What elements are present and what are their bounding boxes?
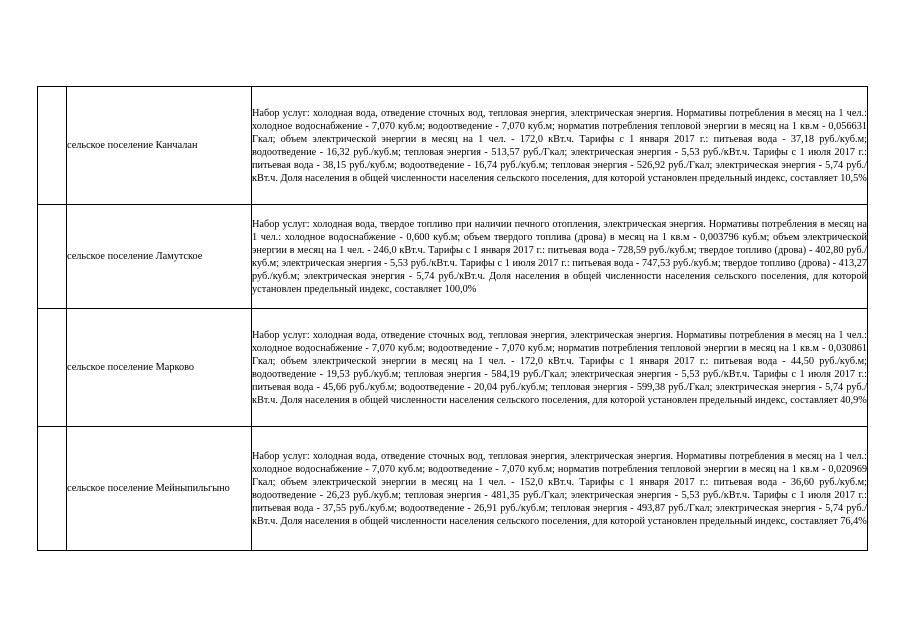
settlement-name: сельское поселение Мейныпильгыно bbox=[67, 427, 252, 551]
services-description: Набор услуг: холодная вода, отведение сточных вод, тепловая энергия, электрическая энергия. Нормативы потребления в месяц на 1 чел.: холодное водоснабжение - 7,070 куб.м; водоотведение - 7,070 куб.м; норматив потребления тепловой энергии в месяц на 1 кв.м - 0,056631 Гкал; объем электрической энергии в месяц на 1 чел. - 172,0 кВт.ч. Тарифы с 1 января 2017 г.: питьевая вода - 37,18 руб./куб.м; водоотведение - 16,32 руб./куб.м; тепловая энергия - 513,57 руб./Гкал; электрическая энергия - 5,53 руб./кВт.ч. Тарифы с 1 июля 2017 г.: питьевая вода - 38,15 руб./куб.м; водоотведение - 16,74 руб./куб.м; тепловая энергия - 526,92 руб./Гкал; электрическая энергия - 5,74 руб./кВт.ч. Доля населения в общей численности населения сельского поселения, для которой установлен предельный индекс, составляет 10,5% bbox=[252, 87, 868, 205]
services-description: Набор услуг: холодная вода, отведение сточных вод, тепловая энергия, электрическая энергия. Нормативы потребления в месяц на 1 чел.: холодное водоснабжение - 7,070 куб.м; водоотведение - 7,070 куб.м; норматив потребления тепловой энергии в месяц на 1 кв.м - 0,030861 Гкал; объем электрической энергии в месяц на 1 чел. - 172,0 кВт.ч. Тарифы с 1 января 2017 г.: питьевая вода - 44,50 руб./куб.м; водоотведение - 19,53 руб./куб.м; тепловая энергия - 584,19 руб./Гкал; электрическая энергия - 5,53 руб./кВт.ч. Тарифы с 1 июля 2017 г.: питьевая вода - 45,66 руб./куб.м; водоотведение - 20,04 руб./куб.м; тепловая энергия - 599,38 руб./Гкал; электрическая энергия - 5,74 руб./кВт.ч. Доля населения в общей численности населения сельского поселения, для которой установлен предельный индекс, составляет 40,9% bbox=[252, 309, 868, 427]
tariff-table bbox=[37, 86, 868, 551]
table-row bbox=[38, 205, 868, 309]
settlement-name: сельское поселение Марково bbox=[67, 309, 252, 427]
row-number-cell bbox=[38, 87, 67, 205]
row-number-cell bbox=[38, 205, 67, 309]
row-number-cell bbox=[38, 309, 67, 427]
settlement-name: сельское поселение Ламутское bbox=[67, 205, 252, 309]
table-row bbox=[38, 427, 868, 551]
services-description: Набор услуг: холодная вода, отведение сточных вод, тепловая энергия, электрическая энергия. Нормативы потребления в месяц на 1 чел.: холодное водоснабжение - 7,070 куб.м; водоотведение - 7,070 куб.м; норматив потребления тепловой энергии в месяц на 1 кв.м - 0,020969 Гкал; объем электрической энергии в месяц на 1 чел. - 152,0 кВт.ч. Тарифы с 1 января 2017 г.: питьевая вода - 36,60 руб./куб.м; водоотведение - 26,23 руб./куб.м; тепловая энергия - 481,35 руб./Гкал; электрическая энергия - 5,53 руб./кВт.ч. Тарифы с 1 июля 2017 г.: питьевая вода - 37,55 руб./куб.м; водоотведение - 26,91 руб./куб.м; тепловая энергия - 493,87 руб./Гкал; электрическая энергия - 5,74 руб./кВт.ч. Доля населения в общей численности населения сельского поселения, для которой установлен предельный индекс, составляет 76,4% bbox=[252, 427, 868, 551]
table-row bbox=[38, 309, 868, 427]
settlement-name: сельское поселение Канчалан bbox=[67, 87, 252, 205]
services-description: Набор услуг: холодная вода, твердое топливо при наличии печного отопления, электрическая энергия. Нормативы потребления в месяц на 1 чел.: холодное водоснабжение - 0,600 куб.м; объем твердого топлива (дрова) в месяц на 1 кв.м - 0,003796 куб.м; объем электрической энергии в месяц на 1 чел. - 246,0 кВт.ч. Тарифы с 1 января 2017 г.: питьевая вода - 728,59 руб./куб.м; твердое топливо (дрова) - 402,80 руб./куб.м; электрическая энергия - 5,53 руб./кВт.ч. Тарифы с 1 июля 2017 г.: питьевая вода - 747,53 руб./куб.м; твердое топливо (дрова) - 413,27 руб./куб.м; электрическая энергия - 5,74 руб./кВт.ч. Доля населения в общей численности населения сельского поселения, для которой установлен предельный индекс, составляет 100,0% bbox=[252, 205, 868, 309]
row-number-cell bbox=[38, 427, 67, 551]
table-row bbox=[38, 87, 868, 205]
